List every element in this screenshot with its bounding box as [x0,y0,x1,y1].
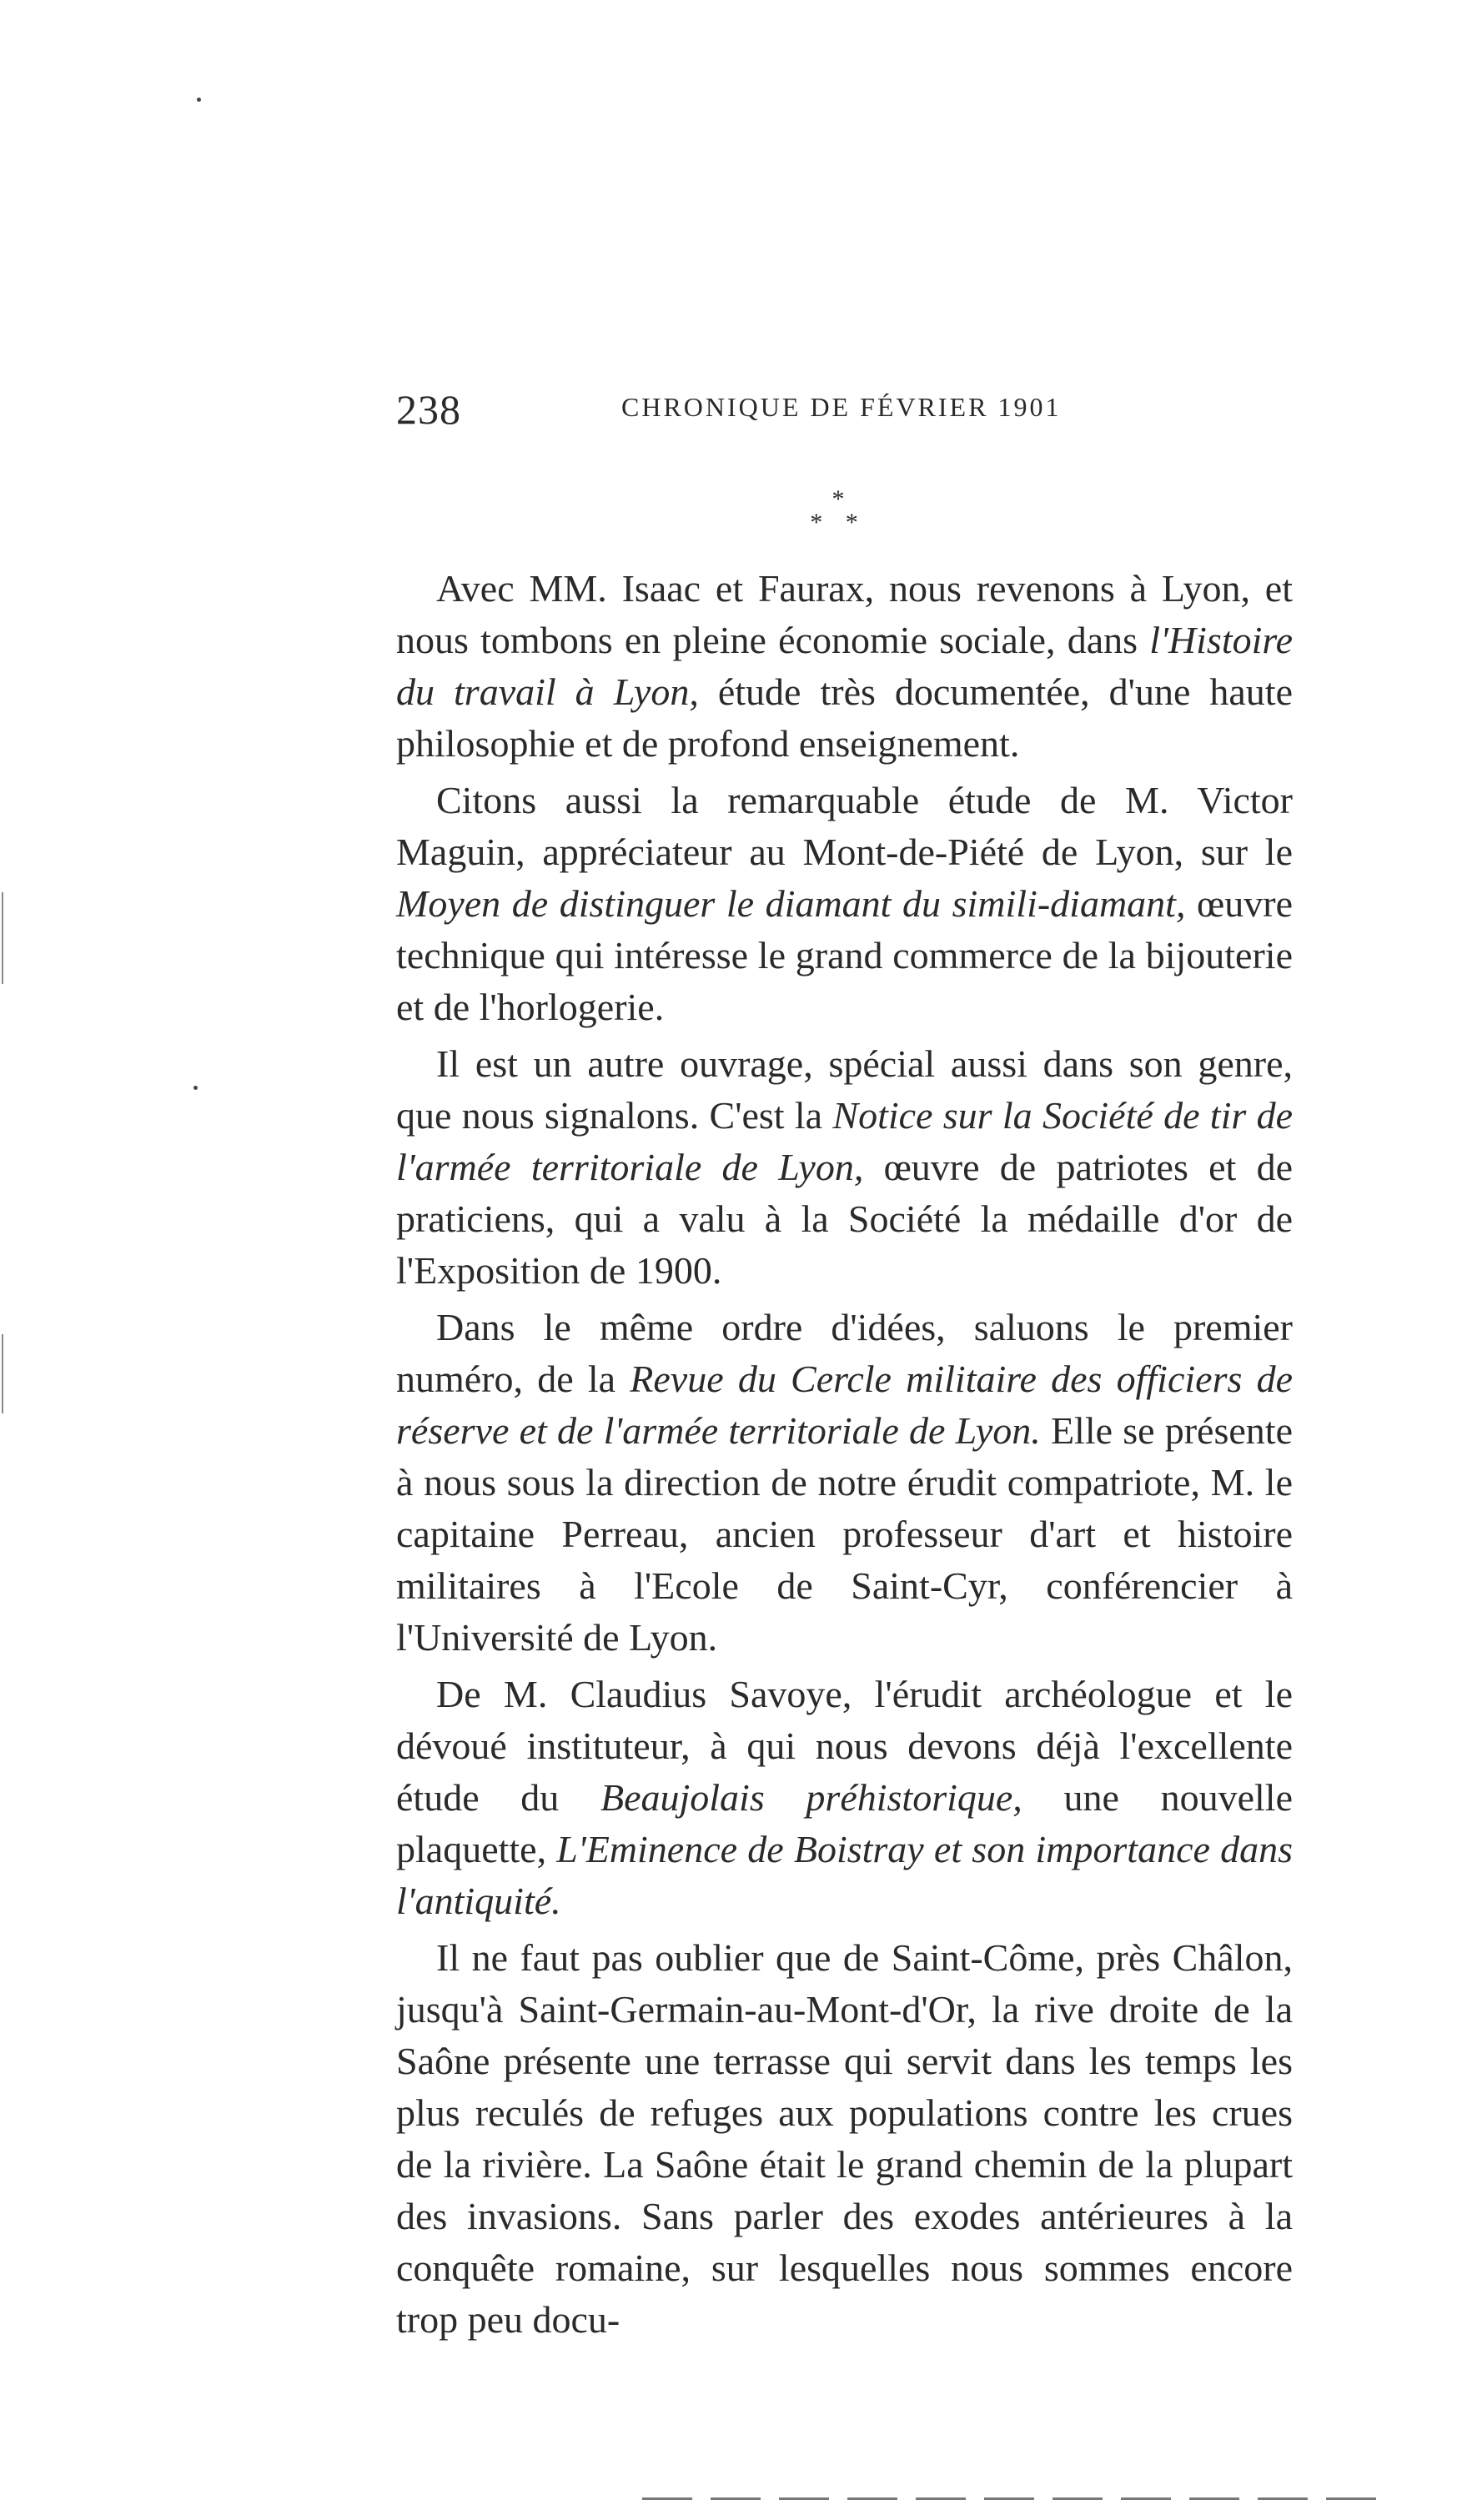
paragraph-text: une nouvelle plaquette, [396,1776,1293,1870]
italic-title-text: Revue du Cercle militaire des officiers de réserve et de l'armée territoriale de Lyon. [396,1358,1293,1452]
bottom-rule-marks [642,2497,1393,2500]
asterism-ornament [801,485,876,555]
body-text [396,563,1293,2351]
paragraph-text: œuvre de patriotes et de praticiens, qui a valu à la Société la médaille d'or de l'Exposition de 1900. [396,1146,1293,1292]
paragraph [396,1038,1293,1297]
asterism-top: * [831,485,845,513]
paragraph [396,1932,1293,2346]
paragraph-text: De M. Claudius Savoye, l'érudit archéologue et le dévoué instituteur, à qui nous devons déjà l'excellente étude du [396,1673,1293,1819]
paragraph-text: Il est un autre ouvrage, spécial aussi dans son genre, que nous signalons. C'est la [396,1042,1293,1137]
paragraph [396,563,1293,770]
paragraph-text: Dans le même ordre d'idées, saluons le premier numéro, de la [396,1306,1293,1400]
edge-mark [2,892,3,984]
page-number: 238 [396,386,461,433]
paragraph-text: étude très documentée, d'une haute philosophie et de profond enseignement. [396,670,1293,765]
running-head [396,385,1280,435]
italic-title-text: l'Histoire du travail à Lyon, [396,619,1293,713]
speck-mark [197,98,201,102]
speck-mark [193,1086,198,1090]
italic-title-text: Moyen de distinguer le diamant du simili-diamant, [396,882,1186,925]
paragraph-text: Avec MM. Isaac et Faurax, nous revenons à Lyon, et nous tombons en pleine économie sociale, dans [396,567,1293,661]
paragraph [396,1669,1293,1927]
paragraph-text: œuvre technique qui intéresse le grand commerce de la bijouterie et de l'horlogerie. [396,882,1293,1028]
italic-title-text: Beaujolais préhistorique, [600,1776,1022,1819]
paragraph-text: Citons aussi la remarquable étude de M. Victor Maguin, appréciateur au Mont-de-Piété de Lyon, sur le [396,779,1293,873]
asterism-bottom: * * [810,509,867,536]
italic-title-text: Notice sur la Société de tir de l'armée territoriale de Lyon, [396,1094,1293,1188]
paragraph [396,775,1293,1033]
edge-mark [2,1334,3,1413]
running-title: CHRONIQUE DE FÉVRIER 1901 [621,392,1062,422]
paragraph-text: Elle se présente à nous sous la direction de notre érudit compatriote, M. le capitaine Perreau, ancien professeur d'art et histoire militaires à l'Ecole de Saint-Cyr, conférencier à l'Université de Lyon. [396,1409,1293,1659]
italic-title-text: L'Eminence de Boistray et son importance dans l'antiquité. [396,1828,1293,1922]
paragraph [396,1302,1293,1664]
paragraph-text: Il ne faut pas oublier que de Saint-Côme, près Châlon, jusqu'à Saint-Germain-au-Mont-d'Or, la rive droite de la Saône présente une terrasse qui servit dans les temps les plus reculés de refuges aux populations contre les crues de la rivière. La Saône était le grand chemin de la plupart des invasions. Sans parler des exodes antérieures à la conquête romaine, sur lesquelles nous sommes encore trop peu docu- [396,1936,1293,2341]
